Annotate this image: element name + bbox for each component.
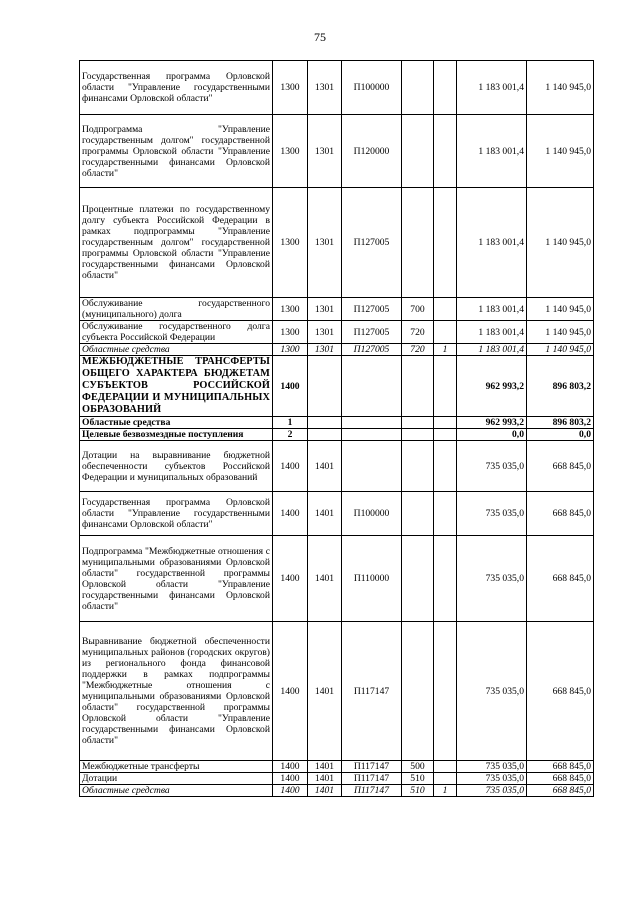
item-name: Подпрограмма "Управление государственным долгом" государственной программы Орловской области "Управление государственными финансами Орловской области" (80, 115, 273, 188)
amount-year-2: 668 845,0 (527, 773, 594, 785)
budget-table (79, 60, 594, 797)
amount-year-2: 1 140 945,0 (527, 188, 594, 298)
table-row (80, 321, 594, 344)
amount-year-2: 0,0 (527, 429, 594, 441)
subsection-code (308, 429, 342, 441)
expense-type-code: 510 (402, 773, 434, 785)
item-name: МЕЖБЮДЖЕТНЫЕ ТРАНСФЕРТЫ ОБЩЕГО ХАРАКТЕРА БЮДЖЕТАМ СУБЪЕКТОВ РОССИЙСКОЙ ФЕДЕРАЦИИ И МУНИЦИПАЛЬНЫХ ОБРАЗОВАНИЙ (80, 356, 273, 417)
table-row (80, 773, 594, 785)
target-article-code (342, 417, 402, 429)
target-article-code: П100000 (342, 492, 402, 536)
table-row (80, 441, 594, 492)
target-article-code: П117147 (342, 785, 402, 797)
target-article-code: П127005 (342, 188, 402, 298)
expense-type-code (402, 417, 434, 429)
amount-year-1: 1 183 001,4 (457, 61, 527, 115)
funding-source-code (434, 536, 457, 622)
item-name: Дотации (80, 773, 273, 785)
table-row (80, 298, 594, 321)
amount-year-1: 962 993,2 (457, 356, 527, 417)
section-code: 2 (273, 429, 308, 441)
section-code: 1300 (273, 61, 308, 115)
subsection-code: 1401 (308, 773, 342, 785)
funding-source-code (434, 622, 457, 761)
target-article-code: П117147 (342, 761, 402, 773)
subsection-code (308, 356, 342, 417)
subsection-code: 1301 (308, 344, 342, 356)
section-code: 1400 (273, 761, 308, 773)
table-row (80, 622, 594, 761)
amount-year-1: 735 035,0 (457, 785, 527, 797)
subsection-code: 1301 (308, 321, 342, 344)
expense-type-code (402, 536, 434, 622)
item-name: Областные средства (80, 785, 273, 797)
item-name: Государственная программа Орловской области "Управление государственными финансами Орловской области" (80, 492, 273, 536)
item-name: Подпрограмма "Межбюджетные отношения с муниципальными образованиями Орловской области" государственной программы Орловской области "Управление государственными финансами Орловской области" (80, 536, 273, 622)
target-article-code: П127005 (342, 321, 402, 344)
amount-year-1: 1 183 001,4 (457, 298, 527, 321)
funding-source-code (434, 492, 457, 536)
target-article-code: П127005 (342, 344, 402, 356)
expense-type-code (402, 429, 434, 441)
amount-year-2: 896 803,2 (527, 417, 594, 429)
item-name: Государственная программа Орловской области "Управление государственными финансами Орловской области" (80, 61, 273, 115)
subsection-code: 1401 (308, 622, 342, 761)
funding-source-code (434, 321, 457, 344)
item-name: Обслуживание государственного (муниципального) долга (80, 298, 273, 321)
expense-type-code (402, 188, 434, 298)
amount-year-1: 0,0 (457, 429, 527, 441)
funding-source-code (434, 115, 457, 188)
amount-year-2: 668 845,0 (527, 622, 594, 761)
subsection-code: 1301 (308, 188, 342, 298)
amount-year-2: 896 803,2 (527, 356, 594, 417)
item-name: Целевые безвозмездные поступления (80, 429, 273, 441)
expense-type-code: 720 (402, 344, 434, 356)
amount-year-2: 1 140 945,0 (527, 298, 594, 321)
amount-year-1: 735 035,0 (457, 536, 527, 622)
section-code: 1300 (273, 344, 308, 356)
expense-type-code (402, 61, 434, 115)
amount-year-1: 1 183 001,4 (457, 344, 527, 356)
table-row (80, 115, 594, 188)
expense-type-code (402, 356, 434, 417)
section-code: 1400 (273, 356, 308, 417)
expense-type-code: 500 (402, 761, 434, 773)
funding-source-code (434, 761, 457, 773)
table-row (80, 344, 594, 356)
funding-source-code (434, 298, 457, 321)
subsection-code: 1401 (308, 761, 342, 773)
target-article-code (342, 441, 402, 492)
target-article-code (342, 356, 402, 417)
expense-type-code (402, 622, 434, 761)
amount-year-2: 1 140 945,0 (527, 344, 594, 356)
funding-source-code (434, 417, 457, 429)
subsection-code: 1401 (308, 536, 342, 622)
table-row (80, 536, 594, 622)
page-number: 75 (314, 30, 326, 44)
section-code: 1300 (273, 115, 308, 188)
item-name: Выравнивание бюджетной обеспеченности муниципальных районов (городских округов) из регионального фонда финансовой поддержки в рамках подпрограммы "Межбюджетные отношения с муниципальными образованиями Орловской области" государственной программы Орловской области "Управление государственными финансами Орловской области" (80, 622, 273, 761)
amount-year-2: 668 845,0 (527, 536, 594, 622)
amount-year-2: 1 140 945,0 (527, 115, 594, 188)
section-code: 1400 (273, 492, 308, 536)
section-code: 1400 (273, 773, 308, 785)
section-code: 1400 (273, 785, 308, 797)
expense-type-code (402, 492, 434, 536)
expense-type-code: 700 (402, 298, 434, 321)
target-article-code: П100000 (342, 61, 402, 115)
table-row (80, 492, 594, 536)
amount-year-1: 735 035,0 (457, 773, 527, 785)
table-row (80, 785, 594, 797)
target-article-code: П117147 (342, 773, 402, 785)
funding-source-code (434, 61, 457, 115)
expense-type-code: 720 (402, 321, 434, 344)
funding-source-code (434, 188, 457, 298)
amount-year-2: 1 140 945,0 (527, 61, 594, 115)
funding-source-code (434, 773, 457, 785)
table-row (80, 356, 594, 417)
amount-year-2: 668 845,0 (527, 441, 594, 492)
subsection-code: 1401 (308, 492, 342, 536)
subsection-code (308, 417, 342, 429)
subsection-code: 1301 (308, 115, 342, 188)
item-name: Областные средства (80, 344, 273, 356)
amount-year-1: 735 035,0 (457, 492, 527, 536)
expense-type-code (402, 115, 434, 188)
amount-year-1: 962 993,2 (457, 417, 527, 429)
target-article-code (342, 429, 402, 441)
amount-year-2: 668 845,0 (527, 492, 594, 536)
item-name: Областные средства (80, 417, 273, 429)
section-code: 1300 (273, 188, 308, 298)
funding-source-code (434, 356, 457, 417)
section-code: 1400 (273, 536, 308, 622)
section-code: 1300 (273, 298, 308, 321)
subsection-code: 1301 (308, 298, 342, 321)
section-code: 1 (273, 417, 308, 429)
amount-year-1: 735 035,0 (457, 622, 527, 761)
section-code: 1400 (273, 441, 308, 492)
expense-type-code (402, 441, 434, 492)
subsection-code: 1401 (308, 785, 342, 797)
section-code: 1300 (273, 321, 308, 344)
amount-year-2: 668 845,0 (527, 785, 594, 797)
item-name: Обслуживание государственного долга субъекта Российской Федерации (80, 321, 273, 344)
item-name: Дотации на выравнивание бюджетной обеспеченности субъектов Российской Федерации и муниципальных образований (80, 441, 273, 492)
funding-source-code (434, 441, 457, 492)
funding-source-code (434, 429, 457, 441)
section-code: 1400 (273, 622, 308, 761)
expense-type-code: 510 (402, 785, 434, 797)
amount-year-2: 668 845,0 (527, 761, 594, 773)
item-name: Процентные платежи по государственному долгу субъекта Российской Федерации в рамках подпрограммы "Управление государственным долгом" государственной программы Орловской области "Управление государственными финансами Орловской области" (80, 188, 273, 298)
funding-source-code: 1 (434, 785, 457, 797)
amount-year-1: 1 183 001,4 (457, 321, 527, 344)
item-name: Межбюджетные трансферты (80, 761, 273, 773)
subsection-code: 1401 (308, 441, 342, 492)
amount-year-1: 735 035,0 (457, 441, 527, 492)
table-row (80, 417, 594, 429)
table-row (80, 761, 594, 773)
table-row (80, 61, 594, 115)
target-article-code: П117147 (342, 622, 402, 761)
subsection-code: 1301 (308, 61, 342, 115)
amount-year-2: 1 140 945,0 (527, 321, 594, 344)
target-article-code: П127005 (342, 298, 402, 321)
table-row (80, 188, 594, 298)
target-article-code: П110000 (342, 536, 402, 622)
amount-year-1: 1 183 001,4 (457, 188, 527, 298)
amount-year-1: 1 183 001,4 (457, 115, 527, 188)
amount-year-1: 735 035,0 (457, 761, 527, 773)
funding-source-code: 1 (434, 344, 457, 356)
target-article-code: П120000 (342, 115, 402, 188)
table-row (80, 429, 594, 441)
